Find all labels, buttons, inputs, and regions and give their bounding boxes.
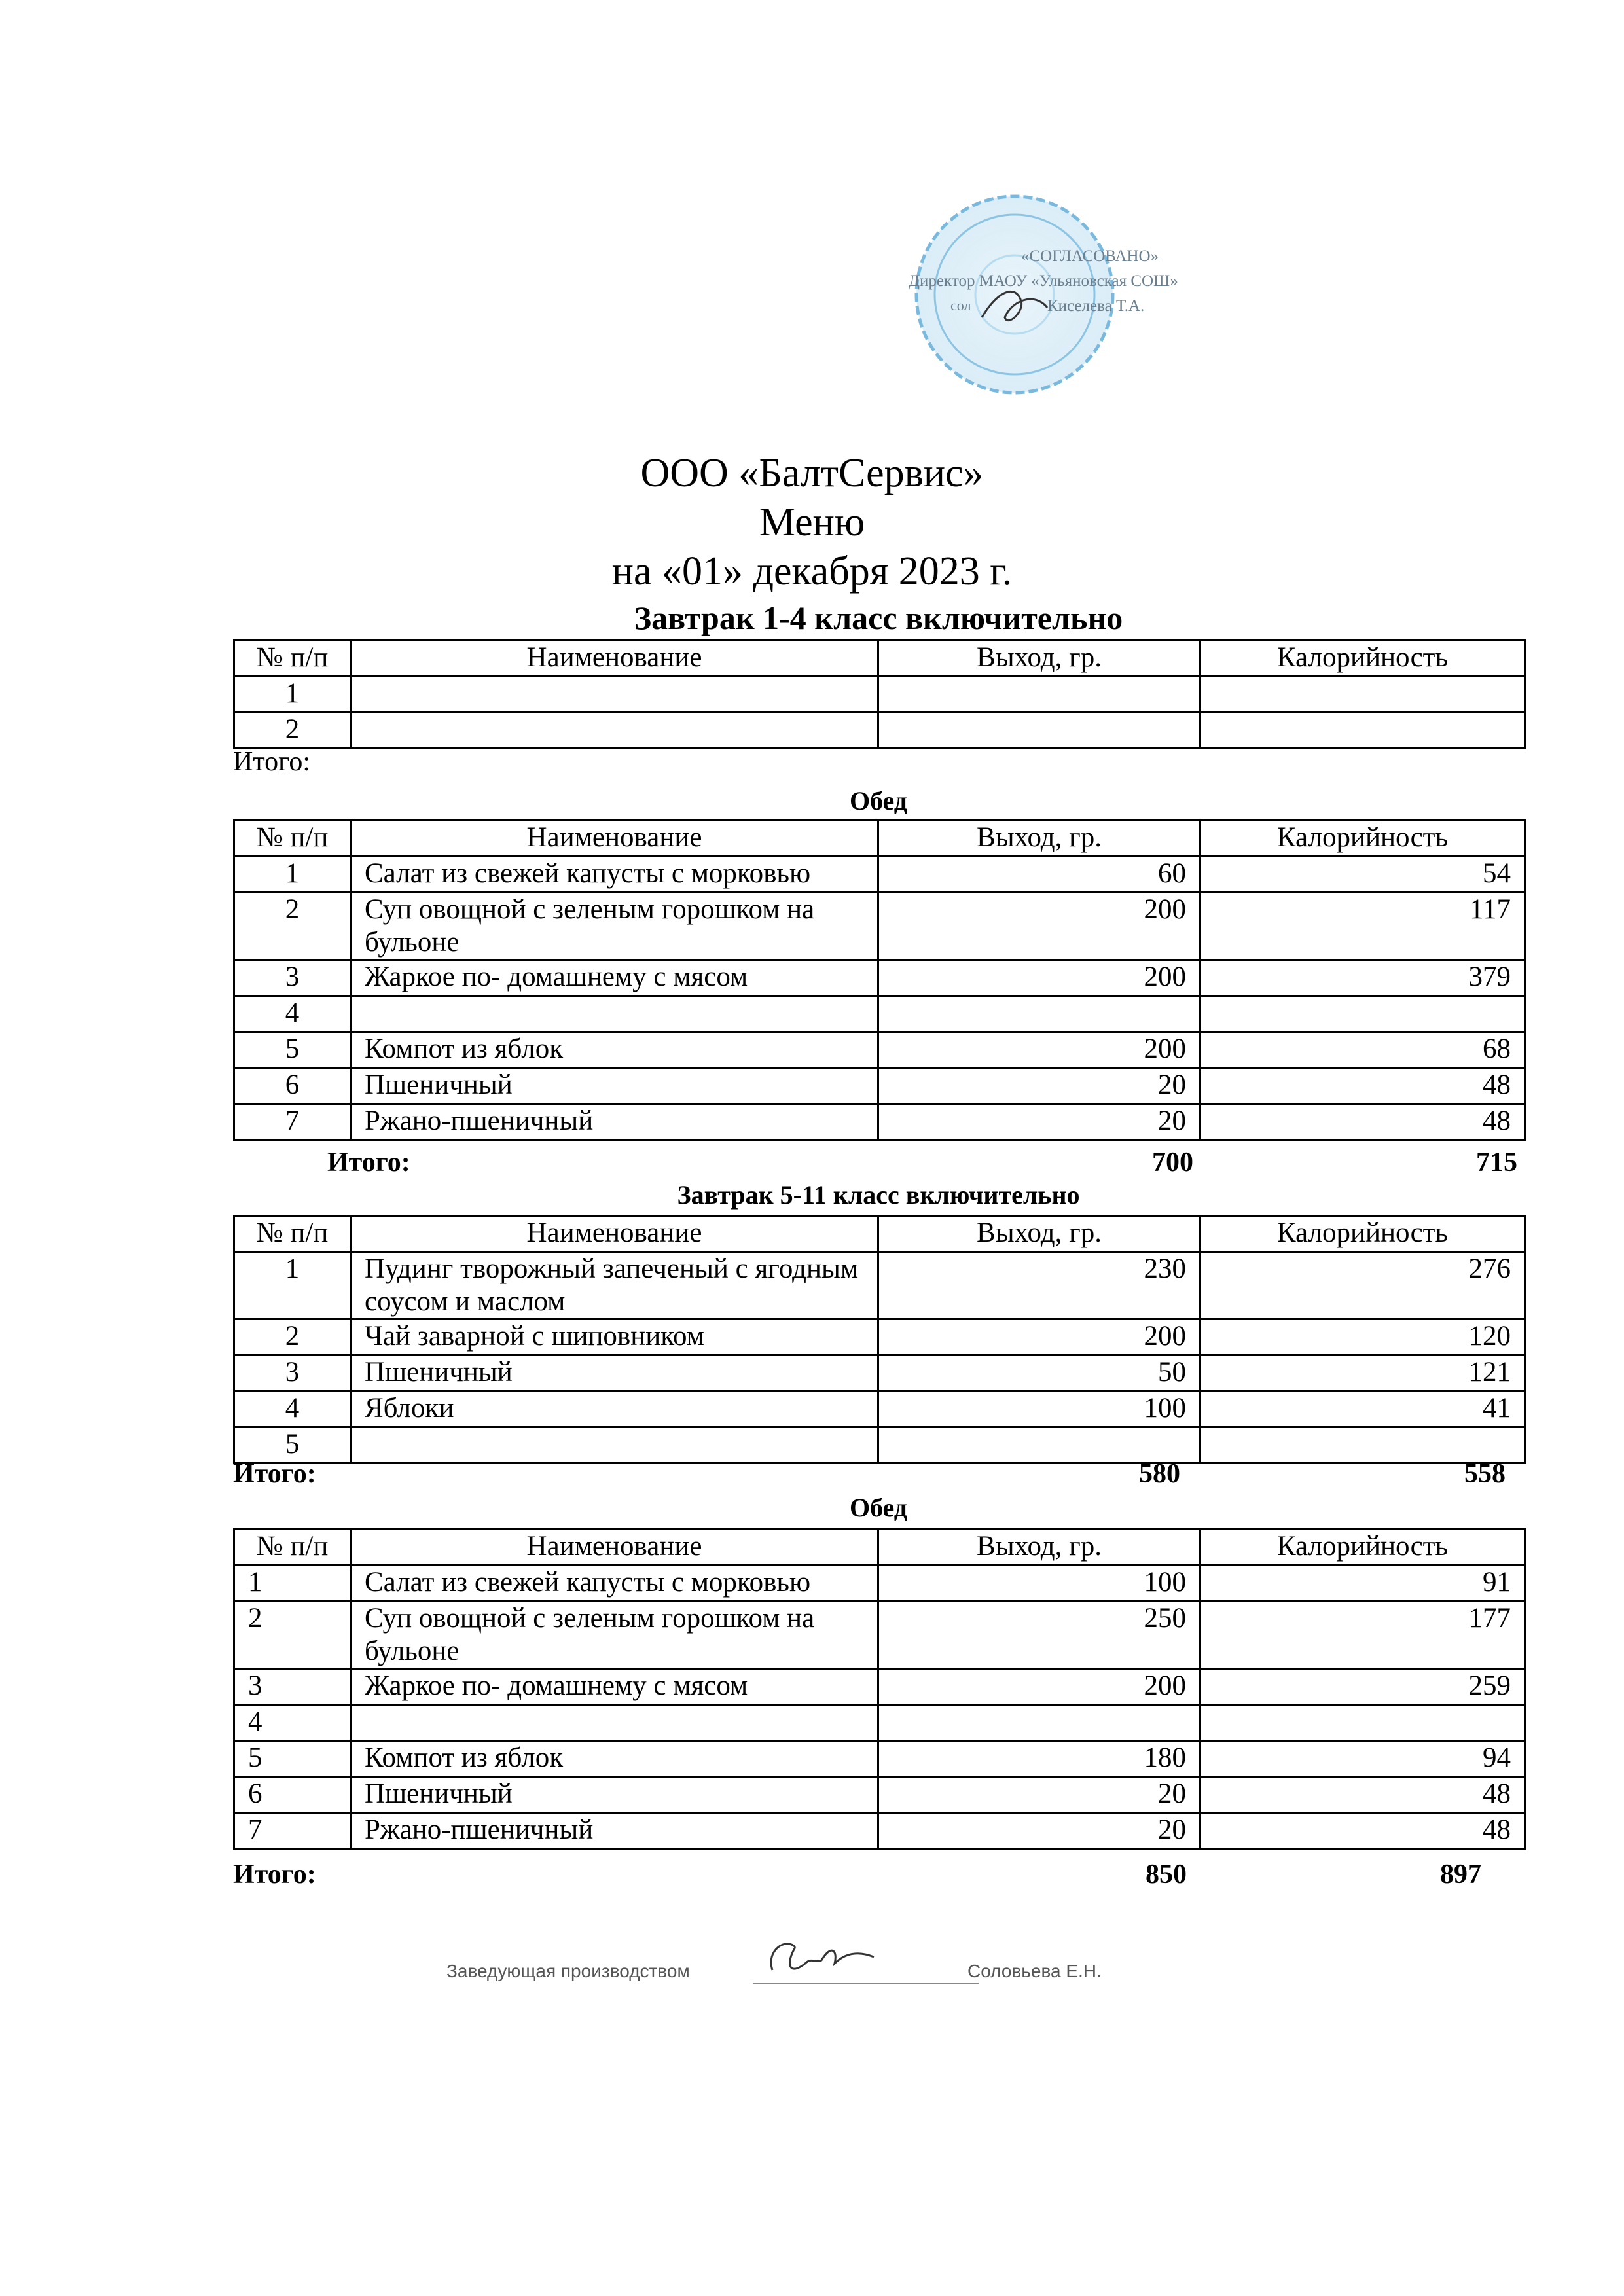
table-row xyxy=(234,1068,1525,1104)
stamp-line-name: Киселева Т.А. xyxy=(1047,297,1145,315)
row-name xyxy=(351,677,878,713)
row-num: 6 xyxy=(234,1068,351,1104)
row-num: 1 xyxy=(234,1252,351,1319)
stamp-line-director: Директор МАОУ «Ульяновская СОШ» xyxy=(909,272,1178,290)
row-yield xyxy=(878,677,1200,713)
row-num: 7 xyxy=(234,1104,351,1140)
column-header-calories: Калорийность xyxy=(1200,1216,1525,1252)
row-yield: 180 xyxy=(878,1741,1200,1777)
table-row xyxy=(234,857,1525,893)
section-title-lunch-1-4: Обед xyxy=(849,786,908,816)
row-num: 2 xyxy=(234,713,351,749)
row-name: Суп овощной с зеленым горошком на бульоне xyxy=(351,893,878,960)
row-yield: 20 xyxy=(878,1813,1200,1849)
footer-name: Соловьева Е.Н. xyxy=(967,1961,1102,1981)
row-calories: 68 xyxy=(1200,1032,1525,1068)
row-yield: 230 xyxy=(878,1252,1200,1319)
table-row xyxy=(234,1319,1525,1355)
row-num: 3 xyxy=(234,1669,351,1705)
column-header-name: Наименование xyxy=(351,1216,878,1252)
table-breakfast-1-4 xyxy=(233,639,1526,749)
row-yield: 200 xyxy=(878,1319,1200,1355)
column-header-yield: Выход, гр. xyxy=(878,641,1200,677)
section-title-breakfast-5-11: Завтрак 5-11 класс включительно xyxy=(677,1180,1080,1210)
row-name: Компот из яблок xyxy=(351,1741,878,1777)
stamp-seal-icon xyxy=(851,177,1244,412)
row-calories: 54 xyxy=(1200,857,1525,893)
total-calories-lunch-1-4: 715 xyxy=(1476,1147,1517,1177)
table-lunch-1-4 xyxy=(233,819,1526,1141)
section-title-breakfast-1-4: Завтрак 1-4 класс включительно xyxy=(634,600,1123,636)
menu-date: на «01» декабря 2023 г. xyxy=(611,549,1013,594)
row-yield: 250 xyxy=(878,1602,1200,1669)
row-yield: 200 xyxy=(878,1032,1200,1068)
section-title-lunch-5-11: Обед xyxy=(849,1493,908,1522)
column-header-yield: Выход, гр. xyxy=(878,821,1200,857)
row-calories: 94 xyxy=(1200,1741,1525,1777)
footer-role: Заведующая производством xyxy=(446,1961,690,1981)
row-calories: 120 xyxy=(1200,1319,1525,1355)
table-row xyxy=(234,1566,1525,1602)
row-yield: 200 xyxy=(878,893,1200,960)
column-header-num: № п/п xyxy=(234,641,351,677)
row-yield: 60 xyxy=(878,857,1200,893)
row-name: Салат из свежей капусты с морковью xyxy=(351,1566,878,1602)
row-num: 5 xyxy=(234,1741,351,1777)
table-row xyxy=(234,1669,1525,1705)
table-row xyxy=(234,893,1525,960)
signature-icon xyxy=(759,1924,890,1990)
table-row xyxy=(234,1391,1525,1427)
row-yield: 20 xyxy=(878,1777,1200,1813)
table-breakfast-5-11 xyxy=(233,1215,1526,1464)
row-name: Салат из свежей капусты с морковью xyxy=(351,857,878,893)
row-num: 3 xyxy=(234,960,351,996)
column-header-calories: Калорийность xyxy=(1200,641,1525,677)
approval-stamp xyxy=(851,177,1244,412)
row-num: 1 xyxy=(234,857,351,893)
row-name: Компот из яблок xyxy=(351,1032,878,1068)
row-calories xyxy=(1200,713,1525,749)
row-num: 4 xyxy=(234,1391,351,1427)
table-row xyxy=(234,1777,1525,1813)
row-calories: 121 xyxy=(1200,1355,1525,1391)
total-calories-breakfast-5-11: 558 xyxy=(1464,1459,1506,1489)
row-calories: 41 xyxy=(1200,1391,1525,1427)
row-yield: 100 xyxy=(878,1566,1200,1602)
row-num: 6 xyxy=(234,1777,351,1813)
table-row xyxy=(234,1104,1525,1140)
row-yield: 20 xyxy=(878,1104,1200,1140)
table-row xyxy=(234,1032,1525,1068)
column-header-num: № п/п xyxy=(234,821,351,857)
row-calories: 48 xyxy=(1200,1068,1525,1104)
table-header-row xyxy=(234,641,1525,677)
row-name xyxy=(351,1705,878,1741)
row-calories xyxy=(1200,996,1525,1032)
table-row xyxy=(234,1602,1525,1669)
row-calories: 48 xyxy=(1200,1777,1525,1813)
row-calories: 276 xyxy=(1200,1252,1525,1319)
row-name: Пудинг творожный запеченый с ягодным соусом и маслом xyxy=(351,1252,878,1319)
table-row xyxy=(234,1813,1525,1849)
row-name: Яблоки xyxy=(351,1391,878,1427)
table-row xyxy=(234,1252,1525,1319)
table-row xyxy=(234,1355,1525,1391)
row-name: Ржано-пшеничный xyxy=(351,1813,878,1849)
row-num: 2 xyxy=(234,1319,351,1355)
row-calories: 48 xyxy=(1200,1104,1525,1140)
row-calories: 259 xyxy=(1200,1669,1525,1705)
row-calories xyxy=(1200,1705,1525,1741)
row-calories: 48 xyxy=(1200,1813,1525,1849)
row-name xyxy=(351,713,878,749)
row-num: 7 xyxy=(234,1813,351,1849)
table-header-row xyxy=(234,821,1525,857)
table-row xyxy=(234,1705,1525,1741)
row-calories: 177 xyxy=(1200,1602,1525,1669)
stamp-line-prefix: сол xyxy=(950,297,971,314)
column-header-calories: Калорийность xyxy=(1200,821,1525,857)
row-num: 1 xyxy=(234,1566,351,1602)
row-name: Жаркое по- домашнему с мясом xyxy=(351,1669,878,1705)
row-name: Пшеничный xyxy=(351,1068,878,1104)
table-row xyxy=(234,960,1525,996)
row-yield xyxy=(878,996,1200,1032)
column-header-calories: Калорийность xyxy=(1200,1530,1525,1566)
total-yield-lunch-1-4: 700 xyxy=(1152,1147,1193,1177)
table-row xyxy=(234,996,1525,1032)
stamp-line-approved: «СОГЛАСОВАНО» xyxy=(1021,247,1159,265)
row-yield xyxy=(878,713,1200,749)
row-calories: 117 xyxy=(1200,893,1525,960)
column-header-name: Наименование xyxy=(351,821,878,857)
row-calories: 91 xyxy=(1200,1566,1525,1602)
total-label-breakfast-5-11: Итого: xyxy=(233,1459,316,1489)
table-row xyxy=(234,1741,1525,1777)
total-label-breakfast-1-4: Итого: xyxy=(233,747,310,777)
row-calories xyxy=(1200,677,1525,713)
row-name: Ржано-пшеничный xyxy=(351,1104,878,1140)
row-num: 1 xyxy=(234,677,351,713)
row-num: 2 xyxy=(234,1602,351,1669)
row-num: 5 xyxy=(234,1032,351,1068)
row-yield: 50 xyxy=(878,1355,1200,1391)
row-name: Пшеничный xyxy=(351,1777,878,1813)
row-yield xyxy=(878,1705,1200,1741)
page-title: Меню xyxy=(759,500,865,545)
row-num: 4 xyxy=(234,1705,351,1741)
organization-name: ООО «БалтСервис» xyxy=(640,451,984,495)
table-header-row xyxy=(234,1530,1525,1566)
table-row xyxy=(234,677,1525,713)
table-header-row xyxy=(234,1216,1525,1252)
total-label-lunch-1-4: Итого: xyxy=(327,1147,410,1177)
table-lunch-5-11 xyxy=(233,1528,1526,1850)
column-header-name: Наименование xyxy=(351,641,878,677)
column-header-yield: Выход, гр. xyxy=(878,1530,1200,1566)
row-name xyxy=(351,996,878,1032)
column-header-num: № п/п xyxy=(234,1216,351,1252)
total-yield-lunch-5-11: 850 xyxy=(1146,1859,1187,1890)
row-name: Пшеничный xyxy=(351,1355,878,1391)
table-row xyxy=(234,1427,1525,1463)
row-yield: 200 xyxy=(878,1669,1200,1705)
row-name xyxy=(351,1427,878,1463)
row-calories: 379 xyxy=(1200,960,1525,996)
row-num: 3 xyxy=(234,1355,351,1391)
total-label-lunch-5-11: Итого: xyxy=(233,1859,316,1890)
row-name: Жаркое по- домашнему с мясом xyxy=(351,960,878,996)
row-name: Чай заварной с шиповником xyxy=(351,1319,878,1355)
row-num: 2 xyxy=(234,893,351,960)
column-header-yield: Выход, гр. xyxy=(878,1216,1200,1252)
row-yield: 200 xyxy=(878,960,1200,996)
column-header-name: Наименование xyxy=(351,1530,878,1566)
total-calories-lunch-5-11: 897 xyxy=(1440,1859,1481,1890)
column-header-num: № п/п xyxy=(234,1530,351,1566)
row-yield: 100 xyxy=(878,1391,1200,1427)
row-yield: 20 xyxy=(878,1068,1200,1104)
table-row xyxy=(234,713,1525,749)
row-num: 4 xyxy=(234,996,351,1032)
row-name: Суп овощной с зеленым горошком на бульоне xyxy=(351,1602,878,1669)
total-yield-breakfast-5-11: 580 xyxy=(1139,1459,1180,1489)
row-num: 5 xyxy=(234,1427,351,1463)
